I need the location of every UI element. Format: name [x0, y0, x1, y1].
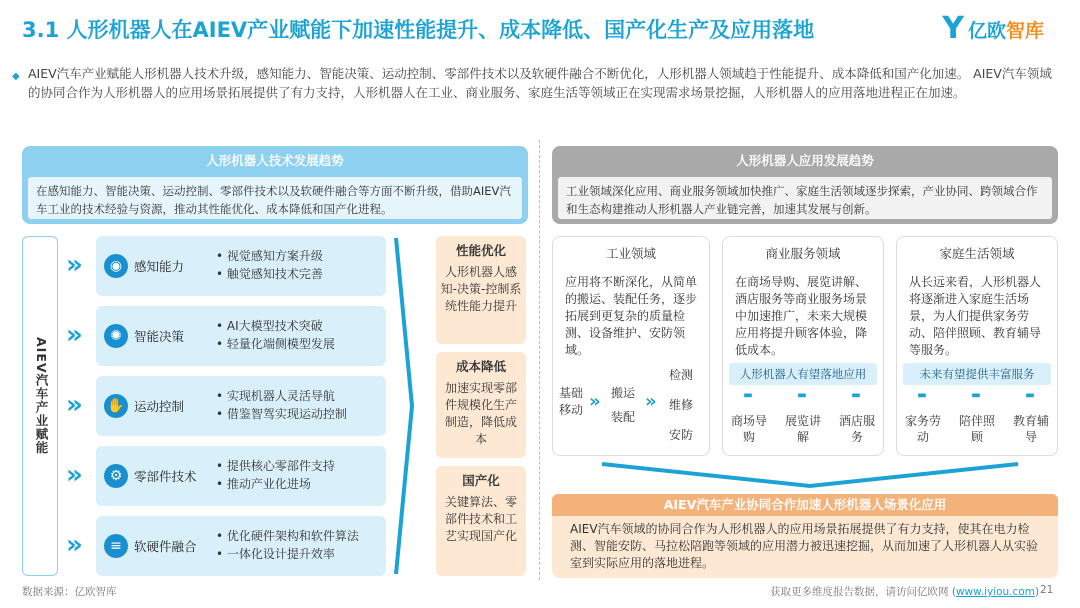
synergy-body: AIEV汽车领域的协同合作为人形机器人的应用场景拓展提供了有力支持，使其在电力检测、智能安防、马拉松陪跑等领域的应用潜力被迅速挖掘，从而加速了人形机器人从实验室到实际应用的落地进程。	[570, 522, 1039, 570]
tech-row-point: 视觉感知方案升级	[226, 249, 323, 263]
page-title: 3.1 人形机器人在AIEV产业赋能下加速性能提升、成本降低、国产化生产及应用落地	[22, 18, 815, 42]
diamond-bullet-icon: ◆	[12, 71, 20, 82]
logo-text-1: 亿欧	[967, 19, 1006, 42]
tech-row-point: 实现机器人灵活导航	[226, 389, 335, 403]
converge-arrow-icon	[600, 460, 1020, 490]
logo-text-2: 智库	[1005, 19, 1044, 42]
tech-row-point: 推动产业化进场	[226, 477, 311, 491]
tech-row-point: 一体化设计提升效率	[226, 547, 335, 561]
arrow-down-icon: ▬	[971, 390, 981, 401]
tech-row-components: » ⚙ 零部件技术 • 提供核心零部件支持 • 推动产业化进场	[66, 446, 386, 506]
tech-row-label: 零部件技术	[134, 469, 197, 484]
eye-icon: ◉	[104, 254, 128, 278]
outcome-title: 成本降低	[455, 359, 506, 374]
home-sub-item: 家务劳动	[905, 414, 942, 444]
tech-row-point: 轻量化端侧模型发展	[226, 337, 335, 351]
arrow-down-icon: ▬	[797, 390, 807, 401]
flow-base: 基础移动	[559, 386, 584, 417]
outcome-body: 关键算法、零部件技术和工艺实现国产化	[444, 495, 517, 543]
column-divider	[539, 140, 540, 580]
outcome-body: 人形机器人感知-决策-控制系统性能力提升	[440, 265, 522, 313]
brain-icon: ✺	[104, 324, 128, 348]
commercial-sub-item: 商场导购	[731, 414, 768, 444]
home-sub-item: 教育辅导	[1013, 414, 1050, 444]
tech-trend-title: 人形机器人技术发展趋势	[206, 153, 344, 168]
application-trend-body: 工业领域深化应用、商业服务领域加快推广、家庭生活领域逐步探索，产业协同、跨领域合作和生态构建推动人形机器人产业链完善，加速其发展与创新。	[558, 177, 1052, 219]
home-title: 家庭生活领域	[939, 246, 1015, 261]
outcome-localization	[436, 466, 526, 576]
tech-row-point: 提供核心零部件支持	[226, 459, 335, 473]
arrow-down-icon: ▬	[743, 390, 753, 401]
synergy-title: AIEV汽车产业协同合作加速人形机器人场景化应用	[552, 494, 1058, 516]
tech-trend-body: 在感知能力、智能决策、运动控制、零部件技术以及软硬件融合等方面不断升级，借助AIEV汽车工业的技术经验与资源，推动其性能优化、成本降低和国产化进程。	[28, 177, 522, 219]
flow-inspection: 检测	[669, 368, 694, 382]
intro-paragraph	[12, 64, 1058, 102]
home-body: 从长远来看，人形机器人将逐渐进入家庭生活场景，为人们提供家务劳动、陪伴照顾、教育辅导等服务。	[909, 275, 1042, 357]
tech-row-perception: » ◉ 感知能力 • 视觉感知方案升级 • 触觉感知技术完善	[66, 236, 386, 296]
tech-trend-header-card	[22, 146, 528, 224]
outcome-body: 加速实现零部件规模化生产制造，降低成本	[444, 381, 517, 446]
tech-row-decision: » ✺ 智能决策 • AI大模型技术突破 • 轻量化端侧模型发展	[66, 306, 386, 366]
tech-row-point: 优化硬件架构和软件算法	[226, 529, 359, 543]
tech-row-motion: » ✋ 运动控制 • 实现机器人灵活导航 • 借鉴智驾实现运动控制	[66, 376, 386, 436]
data-source: 数据来源：亿欧智库	[22, 586, 117, 598]
outcome-cost	[436, 352, 526, 458]
page-number: 21	[1040, 584, 1054, 596]
brand-logo	[942, 11, 1044, 46]
double-chevron-icon: »	[66, 320, 83, 350]
arrow-down-icon: ▬	[1025, 390, 1035, 401]
home-tag: 未来有望提供丰富服务	[903, 363, 1051, 385]
footer-note	[770, 584, 1039, 599]
aiev-vertical-bar	[22, 236, 58, 576]
tech-row-label: 智能决策	[134, 329, 185, 344]
double-chevron-icon: »	[66, 390, 83, 420]
arrow-down-icon: ▬	[851, 390, 861, 401]
commercial-sub-item: 酒店服务	[839, 414, 876, 444]
industry-body: 应用将不断深化，从简单的搬运、装配任务，逐步拓展到更复杂的质量检测、设备维护、安防领域。	[565, 275, 698, 357]
double-chevron-icon: »	[66, 530, 83, 560]
arrow-down-icon: ▬	[917, 390, 927, 401]
outcome-title: 性能优化	[455, 243, 506, 258]
tech-row-point: 借鉴智驾实现运动控制	[226, 407, 347, 421]
commercial-body: 在商场导购、展览讲解、酒店服务等商业服务场景中加速推广，未来大规模应用将提升顾客体验，降低成本。	[735, 275, 868, 357]
flow-maintenance: 维修	[669, 398, 694, 412]
application-trend-header-card	[552, 146, 1058, 224]
synergy-card	[552, 494, 1058, 578]
logo-mark-icon: Y	[942, 11, 964, 46]
double-chevron-icon: »	[66, 250, 83, 280]
tech-row-label: 软硬件融合	[134, 539, 197, 554]
gear-icon: ⚙	[104, 464, 128, 488]
outcome-performance	[436, 236, 526, 344]
footer-text: 获取更多维度报告数据，请访问亿欧网 (	[770, 586, 956, 598]
commercial-sub-item: 展览讲解	[785, 414, 822, 444]
commercial-card	[722, 236, 884, 456]
flow-security: 安防	[669, 428, 694, 442]
industry-title: 工业领域	[605, 246, 656, 261]
hand-icon: ✋	[104, 394, 128, 418]
layers-icon: ≡	[104, 534, 128, 558]
commercial-title: 商业服务领域	[765, 246, 841, 261]
double-chevron-icon: »	[589, 391, 601, 412]
tech-row-point: AI大模型技术突破	[226, 319, 323, 333]
footer-link[interactable]: www.iyiou.com	[955, 586, 1035, 598]
double-chevron-icon: »	[645, 391, 657, 412]
flow-transport: 搬运	[611, 386, 636, 400]
application-trend-title: 人形机器人应用发展趋势	[736, 153, 874, 168]
industry-card	[552, 236, 710, 456]
outcome-title: 国产化	[462, 473, 500, 488]
home-sub-item: 陪伴照顾	[959, 414, 996, 444]
flow-assembly: 装配	[611, 410, 636, 424]
double-chevron-icon: »	[66, 460, 83, 490]
tech-row-point: 触觉感知技术完善	[226, 267, 323, 281]
footer-close: )	[1034, 586, 1040, 598]
aiev-vertical-label: AIEV汽车产业赋能	[34, 337, 49, 455]
home-card	[896, 236, 1058, 456]
commercial-tag: 人形机器人有望落地应用	[729, 363, 877, 385]
tech-row-software-hardware: » ≡ 软硬件融合 • 优化硬件架构和软件算法 • 一体化设计提升效率	[66, 516, 386, 576]
chevron-divider-icon	[392, 236, 416, 576]
tech-row-label: 感知能力	[134, 259, 185, 274]
intro-text: AIEV汽车产业赋能人形机器人技术升级，感知能力、智能决策、运动控制、零部件技术以及软硬件融合不断优化，人形机器人领域趋于性能提升、成本降低和国产化加速。 AIEV汽车领域的协同合作为人形机器人的应用场景拓展提供了有力支持，人形机器人在工业、商业服务、家庭生活等领域正在实现需求场景挖掘，人形机器人的应用落地进程正在加速。	[28, 66, 1052, 100]
tech-row-label: 运动控制	[134, 399, 185, 414]
